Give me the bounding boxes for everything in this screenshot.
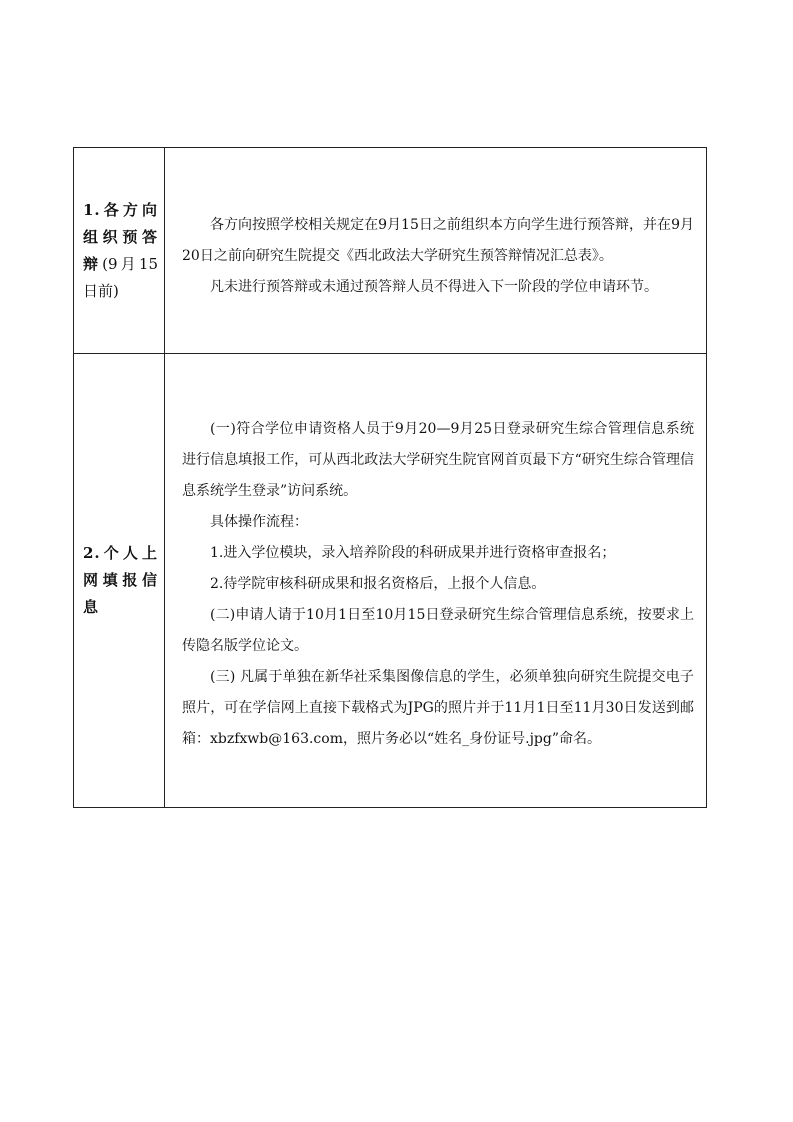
content-paragraph: 1.进入学位模块，录入培养阶段的科研成果并进行资格审查报名； [210,545,616,561]
row-label-title: 2.个人上网填报信息 [83,544,158,616]
content-paragraph: (一)符合学位申请资格人员于9月20—9月25日登录研究生综合管理信息系统进行信息填报工作，可从西北政法大学研究生院官网首页最下方“研究生综合管理信息系统学生登录”访问系统。 [182,421,694,499]
content-paragraph: 2.待学院审核科研成果和报名资格后，上报个人信息。 [210,576,546,592]
row-content [165,148,707,354]
content-paragraph: (二)申请人请于10月1日至10月15日登录研究生综合管理信息系统，按要求上传隐名版学位论文。 [182,607,694,654]
content-paragraph: 各方向按照学校相关规定在9月15日之前组织本方向学生进行预答辩，并在9月20日之前向研究生院提交《西北政法大学研究生预答辩情况汇总表》。 [182,217,694,264]
procedure-table [73,147,707,808]
content-paragraph: (三) 凡属于单独在新华社采集图像信息的学生，必须单独向研究生院提交电子照片，可在学信网上直接下载格式为JPG的照片并于11月1日至11月30日发送到邮箱：xbzfxwb@163.com，照片务必以“姓名_身份证号.jpg”命名。 [182,669,694,747]
row-content [165,354,707,808]
row-label [74,354,165,808]
content-paragraph: 凡未进行预答辩或未通过预答辩人员不得进入下一阶段的学位申请环节。 [210,279,658,295]
table-row [74,354,707,808]
table-row [74,148,707,354]
content-paragraph: 具体操作流程： [210,514,308,530]
row-label-note: (9月15日前) [83,254,158,300]
row-label [74,148,165,354]
row-label-title: 1.各方向组织预答辩 [83,200,158,273]
